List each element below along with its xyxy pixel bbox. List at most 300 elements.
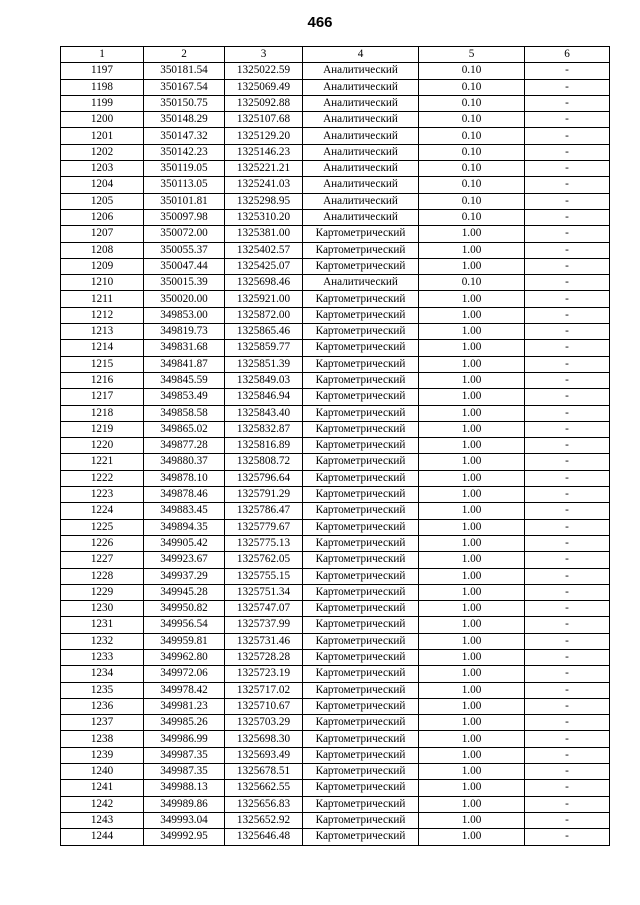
table-cell: 1212 xyxy=(61,307,144,323)
table-row xyxy=(61,161,610,177)
table-cell: 1213 xyxy=(61,324,144,340)
table-cell: 1232 xyxy=(61,633,144,649)
table-cell: 350020.00 xyxy=(144,291,225,307)
table-cell: 1233 xyxy=(61,649,144,665)
table-body xyxy=(61,63,610,845)
table-row xyxy=(61,487,610,503)
table-cell: - xyxy=(525,324,610,340)
table-cell: - xyxy=(525,291,610,307)
table-cell: Картометрический xyxy=(303,747,419,763)
table-cell: 349923.67 xyxy=(144,552,225,568)
table-cell: Картометрический xyxy=(303,438,419,454)
table-cell: 1220 xyxy=(61,438,144,454)
table-cell: 349883.45 xyxy=(144,503,225,519)
table-cell: Аналитический xyxy=(303,275,419,291)
table-row xyxy=(61,470,610,486)
table-cell: 1221 xyxy=(61,454,144,470)
table-cell: Картометрический xyxy=(303,552,419,568)
table-cell: 1325751.34 xyxy=(225,584,303,600)
table-cell: 1325747.07 xyxy=(225,601,303,617)
table-cell: 1.00 xyxy=(419,796,525,812)
table-cell: 349950.82 xyxy=(144,601,225,617)
table-cell: 349831.68 xyxy=(144,340,225,356)
table-cell: 1223 xyxy=(61,487,144,503)
table-cell: 1.00 xyxy=(419,519,525,535)
table-cell: 1.00 xyxy=(419,601,525,617)
table-cell: Картометрический xyxy=(303,340,419,356)
table-cell: Аналитический xyxy=(303,128,419,144)
table-cell: Картометрический xyxy=(303,258,419,274)
table-cell: 1325728.28 xyxy=(225,649,303,665)
table-cell: 350150.75 xyxy=(144,95,225,111)
table-cell: 349894.35 xyxy=(144,519,225,535)
table-cell: - xyxy=(525,633,610,649)
table-row xyxy=(61,438,610,454)
table-cell: 1325921.00 xyxy=(225,291,303,307)
table-cell: Картометрический xyxy=(303,454,419,470)
table-cell: Картометрический xyxy=(303,389,419,405)
table-cell: 349880.37 xyxy=(144,454,225,470)
table-cell: 1198 xyxy=(61,79,144,95)
table-cell: Картометрический xyxy=(303,617,419,633)
table-cell: 1229 xyxy=(61,584,144,600)
column-header: 1 xyxy=(61,47,144,63)
table-cell: 1325832.87 xyxy=(225,421,303,437)
table-cell: 349987.35 xyxy=(144,747,225,763)
table-cell: 1.00 xyxy=(419,405,525,421)
column-header: 3 xyxy=(225,47,303,63)
table-cell: Аналитический xyxy=(303,112,419,128)
table-cell: 349878.10 xyxy=(144,470,225,486)
table-cell: 1228 xyxy=(61,568,144,584)
table-cell: 1214 xyxy=(61,340,144,356)
table-row xyxy=(61,226,610,242)
table-cell: 349865.02 xyxy=(144,421,225,437)
table-cell: Картометрический xyxy=(303,682,419,698)
table-cell: - xyxy=(525,829,610,845)
table-cell: 1.00 xyxy=(419,291,525,307)
table-cell: Аналитический xyxy=(303,209,419,225)
table-cell: - xyxy=(525,666,610,682)
table-cell: 0.10 xyxy=(419,144,525,160)
table-cell: Картометрический xyxy=(303,535,419,551)
table-row xyxy=(61,258,610,274)
table-cell: 1325849.03 xyxy=(225,372,303,388)
table-cell: 1210 xyxy=(61,275,144,291)
table-cell: - xyxy=(525,470,610,486)
table-cell: 1203 xyxy=(61,161,144,177)
table-cell: 1.00 xyxy=(419,421,525,437)
table-cell: 349978.42 xyxy=(144,682,225,698)
table-cell: Картометрический xyxy=(303,356,419,372)
table-cell: 1204 xyxy=(61,177,144,193)
table-cell: 350113.05 xyxy=(144,177,225,193)
table-cell: 1325843.40 xyxy=(225,405,303,421)
table-cell: 1207 xyxy=(61,226,144,242)
table-cell: 350015.39 xyxy=(144,275,225,291)
table-cell: 1325779.67 xyxy=(225,519,303,535)
table-cell: 349972.06 xyxy=(144,666,225,682)
column-header: 5 xyxy=(419,47,525,63)
table-cell: 349989.86 xyxy=(144,796,225,812)
table-cell: 1325775.13 xyxy=(225,535,303,551)
table-cell: 1325652.92 xyxy=(225,812,303,828)
table-row xyxy=(61,193,610,209)
table-cell: 1325662.55 xyxy=(225,780,303,796)
table-cell: 0.10 xyxy=(419,95,525,111)
table-cell: 1325851.39 xyxy=(225,356,303,372)
column-header: 6 xyxy=(525,47,610,63)
table-cell: 1325402.57 xyxy=(225,242,303,258)
table-cell: 1325221.21 xyxy=(225,161,303,177)
table-cell: 1201 xyxy=(61,128,144,144)
table-cell: 0.10 xyxy=(419,63,525,79)
table-row xyxy=(61,144,610,160)
table-cell: - xyxy=(525,307,610,323)
table-row xyxy=(61,633,610,649)
table-cell: 1.00 xyxy=(419,731,525,747)
table-row xyxy=(61,649,610,665)
table-cell: - xyxy=(525,161,610,177)
table-cell: 350181.54 xyxy=(144,63,225,79)
table-cell: 1325092.88 xyxy=(225,95,303,111)
table-cell: 1325859.77 xyxy=(225,340,303,356)
table-cell: 349985.26 xyxy=(144,715,225,731)
table-cell: 1.00 xyxy=(419,666,525,682)
table-cell: - xyxy=(525,568,610,584)
table-cell: 1325731.46 xyxy=(225,633,303,649)
table-row xyxy=(61,747,610,763)
table-cell: 1.00 xyxy=(419,698,525,714)
table-row xyxy=(61,601,610,617)
table-cell: Аналитический xyxy=(303,144,419,160)
table-cell: 1325656.83 xyxy=(225,796,303,812)
table-cell: - xyxy=(525,128,610,144)
table-row xyxy=(61,715,610,731)
table-row xyxy=(61,552,610,568)
table-cell: 1325846.94 xyxy=(225,389,303,405)
table-cell: 1.00 xyxy=(419,226,525,242)
table-cell: 349877.28 xyxy=(144,438,225,454)
table-cell: Картометрический xyxy=(303,503,419,519)
table-cell: Картометрический xyxy=(303,698,419,714)
table-cell: Картометрический xyxy=(303,568,419,584)
page-number: 466 xyxy=(307,14,333,31)
table-cell: 1.00 xyxy=(419,242,525,258)
table-cell: 349962.80 xyxy=(144,649,225,665)
table-cell: 350047.44 xyxy=(144,258,225,274)
table-cell: - xyxy=(525,617,610,633)
table-row xyxy=(61,503,610,519)
table-cell: 1.00 xyxy=(419,584,525,600)
table-row xyxy=(61,731,610,747)
table-cell: - xyxy=(525,698,610,714)
table-cell: - xyxy=(525,405,610,421)
table-cell: 1238 xyxy=(61,731,144,747)
table-cell: 349988.13 xyxy=(144,780,225,796)
table-row xyxy=(61,405,610,421)
table-cell: 1325107.68 xyxy=(225,112,303,128)
table-cell: - xyxy=(525,796,610,812)
table-cell: 0.10 xyxy=(419,193,525,209)
table-cell: 1231 xyxy=(61,617,144,633)
table-cell: Картометрический xyxy=(303,633,419,649)
table-cell: 1234 xyxy=(61,666,144,682)
table-cell: - xyxy=(525,747,610,763)
table-cell: 1227 xyxy=(61,552,144,568)
table-cell: - xyxy=(525,226,610,242)
table-cell: - xyxy=(525,95,610,111)
table-cell: Картометрический xyxy=(303,731,419,747)
table-cell: 349905.42 xyxy=(144,535,225,551)
table-cell: Картометрический xyxy=(303,715,419,731)
table-row xyxy=(61,617,610,633)
table-cell: 349845.59 xyxy=(144,372,225,388)
table-cell: 1.00 xyxy=(419,487,525,503)
table-cell: Картометрический xyxy=(303,666,419,682)
table-cell: Картометрический xyxy=(303,812,419,828)
table-row xyxy=(61,829,610,845)
table-cell: 1.00 xyxy=(419,682,525,698)
table-cell: 1325710.67 xyxy=(225,698,303,714)
table-cell: 1.00 xyxy=(419,438,525,454)
table-cell: 1325129.20 xyxy=(225,128,303,144)
table-cell: 1.00 xyxy=(419,324,525,340)
table-cell: 1.00 xyxy=(419,503,525,519)
table-row xyxy=(61,242,610,258)
table-cell: 350101.81 xyxy=(144,193,225,209)
table-cell: 0.10 xyxy=(419,161,525,177)
table-cell: 349841.87 xyxy=(144,356,225,372)
table-cell: 350055.37 xyxy=(144,242,225,258)
table-cell: Аналитический xyxy=(303,63,419,79)
table-cell: 1325298.95 xyxy=(225,193,303,209)
table-cell: 1.00 xyxy=(419,356,525,372)
table-cell: Картометрический xyxy=(303,470,419,486)
table-cell: 1.00 xyxy=(419,747,525,763)
table-cell: 1.00 xyxy=(419,633,525,649)
table-cell: 1325241.03 xyxy=(225,177,303,193)
table-row xyxy=(61,63,610,79)
table-cell: - xyxy=(525,421,610,437)
table-cell: Аналитический xyxy=(303,161,419,177)
column-header: 2 xyxy=(144,47,225,63)
table-cell: Аналитический xyxy=(303,177,419,193)
table-cell: Картометрический xyxy=(303,421,419,437)
table-cell: 1.00 xyxy=(419,307,525,323)
table-cell: - xyxy=(525,209,610,225)
table-cell: 1325755.15 xyxy=(225,568,303,584)
table-row xyxy=(61,421,610,437)
table-cell: - xyxy=(525,519,610,535)
table-cell: 1325022.59 xyxy=(225,63,303,79)
table-cell: 1.00 xyxy=(419,258,525,274)
table-cell: - xyxy=(525,340,610,356)
table-header xyxy=(61,47,610,63)
table-cell: 349981.23 xyxy=(144,698,225,714)
table-row xyxy=(61,128,610,144)
table-cell: 1.00 xyxy=(419,715,525,731)
table-cell: Картометрический xyxy=(303,780,419,796)
table-cell: 1.00 xyxy=(419,552,525,568)
table-cell: - xyxy=(525,242,610,258)
table-cell: 349819.73 xyxy=(144,324,225,340)
table-row xyxy=(61,584,610,600)
table-cell: 1.00 xyxy=(419,340,525,356)
header-row xyxy=(61,47,610,63)
table-cell: 349858.58 xyxy=(144,405,225,421)
table-row xyxy=(61,307,610,323)
table-cell: 349992.95 xyxy=(144,829,225,845)
table-cell: - xyxy=(525,780,610,796)
table-cell: 1235 xyxy=(61,682,144,698)
table-cell: 0.10 xyxy=(419,112,525,128)
table-cell: 1.00 xyxy=(419,372,525,388)
table-row xyxy=(61,275,610,291)
table-cell: 1325717.02 xyxy=(225,682,303,698)
table-cell: 1208 xyxy=(61,242,144,258)
table-cell: - xyxy=(525,177,610,193)
table-cell: 1325791.29 xyxy=(225,487,303,503)
table-cell: - xyxy=(525,601,610,617)
table-cell: 1325865.46 xyxy=(225,324,303,340)
table-cell: 350072.00 xyxy=(144,226,225,242)
table-cell: 1215 xyxy=(61,356,144,372)
table-row xyxy=(61,177,610,193)
table-cell: Картометрический xyxy=(303,649,419,665)
table-row xyxy=(61,454,610,470)
table-cell: 1.00 xyxy=(419,535,525,551)
table-cell: 1236 xyxy=(61,698,144,714)
table-row xyxy=(61,812,610,828)
table-cell: 1325698.46 xyxy=(225,275,303,291)
table-cell: 1325698.30 xyxy=(225,731,303,747)
table-row xyxy=(61,568,610,584)
table-cell: 1237 xyxy=(61,715,144,731)
table-cell: Картометрический xyxy=(303,405,419,421)
table-cell: 1325069.49 xyxy=(225,79,303,95)
table-cell: 350119.05 xyxy=(144,161,225,177)
table-cell: 0.10 xyxy=(419,209,525,225)
table-row xyxy=(61,682,610,698)
table-cell: 1202 xyxy=(61,144,144,160)
table-cell: 1325693.49 xyxy=(225,747,303,763)
table-cell: 349853.49 xyxy=(144,389,225,405)
table-cell: 1325762.05 xyxy=(225,552,303,568)
table-cell: Картометрический xyxy=(303,372,419,388)
table-row xyxy=(61,112,610,128)
table-cell: 1.00 xyxy=(419,389,525,405)
table-cell: 1218 xyxy=(61,405,144,421)
table-cell: 350167.54 xyxy=(144,79,225,95)
table-cell: 0.10 xyxy=(419,275,525,291)
table-cell: 349945.28 xyxy=(144,584,225,600)
table-row xyxy=(61,209,610,225)
table-cell: - xyxy=(525,503,610,519)
table-cell: 1206 xyxy=(61,209,144,225)
table-cell: 1230 xyxy=(61,601,144,617)
table-cell: 350148.29 xyxy=(144,112,225,128)
table-cell: 1325723.19 xyxy=(225,666,303,682)
table-cell: 349987.35 xyxy=(144,764,225,780)
table-cell: - xyxy=(525,764,610,780)
table-cell: 0.10 xyxy=(419,128,525,144)
table-cell: - xyxy=(525,584,610,600)
table-cell: 349853.00 xyxy=(144,307,225,323)
table-cell: - xyxy=(525,193,610,209)
table-cell: 1325310.20 xyxy=(225,209,303,225)
table-cell: Картометрический xyxy=(303,307,419,323)
table-cell: Аналитический xyxy=(303,79,419,95)
table-cell: 1325425.07 xyxy=(225,258,303,274)
table-cell: 1226 xyxy=(61,535,144,551)
table-cell: 1205 xyxy=(61,193,144,209)
table-cell: 1325646.48 xyxy=(225,829,303,845)
table-cell: - xyxy=(525,356,610,372)
table-cell: 349878.46 xyxy=(144,487,225,503)
table-row xyxy=(61,291,610,307)
table-cell: 1325816.89 xyxy=(225,438,303,454)
table-cell: - xyxy=(525,535,610,551)
table-cell: 1241 xyxy=(61,780,144,796)
table-cell: 1.00 xyxy=(419,617,525,633)
table-cell: 1325737.99 xyxy=(225,617,303,633)
table-cell: - xyxy=(525,552,610,568)
table-cell: Картометрический xyxy=(303,584,419,600)
table-cell: - xyxy=(525,144,610,160)
table-cell: 1.00 xyxy=(419,568,525,584)
table-cell: - xyxy=(525,79,610,95)
table-cell: - xyxy=(525,275,610,291)
table-cell: 1209 xyxy=(61,258,144,274)
table-cell: 349937.29 xyxy=(144,568,225,584)
table-row xyxy=(61,535,610,551)
table-cell: 1325796.64 xyxy=(225,470,303,486)
table-row xyxy=(61,340,610,356)
table-cell: 1244 xyxy=(61,829,144,845)
table-cell: 1.00 xyxy=(419,454,525,470)
table-row xyxy=(61,780,610,796)
table-cell: Картометрический xyxy=(303,226,419,242)
table-cell: 1.00 xyxy=(419,812,525,828)
table-cell: - xyxy=(525,812,610,828)
table-cell: Картометрический xyxy=(303,796,419,812)
table-cell: Картометрический xyxy=(303,601,419,617)
table-cell: Картометрический xyxy=(303,519,419,535)
table-cell: - xyxy=(525,63,610,79)
table-cell: 0.10 xyxy=(419,177,525,193)
table-cell: 1325703.29 xyxy=(225,715,303,731)
table-row xyxy=(61,666,610,682)
table-row xyxy=(61,764,610,780)
table-row xyxy=(61,372,610,388)
table-cell: 1199 xyxy=(61,95,144,111)
table-cell: 1224 xyxy=(61,503,144,519)
table-cell: Картометрический xyxy=(303,324,419,340)
table-cell: 349956.54 xyxy=(144,617,225,633)
table-cell: 1325146.23 xyxy=(225,144,303,160)
table-cell: - xyxy=(525,112,610,128)
table-cell: Картометрический xyxy=(303,764,419,780)
table-cell: Картометрический xyxy=(303,242,419,258)
table-cell: Аналитический xyxy=(303,95,419,111)
table-cell: 349959.81 xyxy=(144,633,225,649)
table-cell: 1.00 xyxy=(419,764,525,780)
coordinates-table xyxy=(60,46,610,846)
table-cell: 0.10 xyxy=(419,79,525,95)
table-cell: - xyxy=(525,389,610,405)
table-row xyxy=(61,356,610,372)
